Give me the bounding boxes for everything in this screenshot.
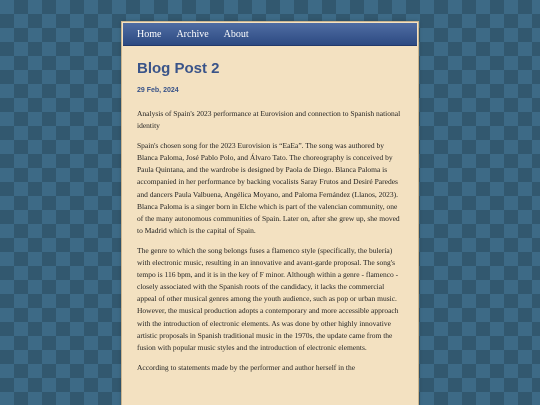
post-date: 29 Feb, 2024 <box>137 87 179 94</box>
post-content <box>122 47 418 374</box>
post-paragraph: Analysis of Spain's 2023 performance at Eurovision and connection to Spanish national identity <box>137 109 401 131</box>
post-paragraph: Spain's chosen song for the 2023 Eurovision is “EaEa”. The song was authored by Blanca Paloma, José Pablo Polo, and Álvaro Tato. The choreography is conceived by Paula Quintana, and the wardrobe is designed by Paola de Diego. Blanca Paloma is accompanied in her performance by backing vocalists Saray Frutos and Desiré Paredes and dancers Paula Valbuena, Angélica Moyano, and Paloma Fernández (Llanos, 2023). Blanca Paloma is a singer born in Elche which is part of the valencian community, one of the many autonomous communities of Spain. Later on, after she grew up, she moved to Madrid which is the capital of Spain. <box>137 141 400 235</box>
post-paragraph: According to statements made by the performer and author herself in the <box>137 362 356 372</box>
blog-page <box>122 22 418 405</box>
post-paragraph: The genre to which the song belongs fuses a flamenco style (specifically, the bulería) with electronic music, resulting in an innovative and avant-garde proposal. The song's tempo is 116 bpm, and it is in the key of F minor. Although within a genre - flamenco - closely associated with the Spanish roots of the candidacy, it lacks the commercial appeal of other musical genres among the youth audience, such as pop or urban music. However, the musical production adopts a contemporary and more accessible approach with the introduction of electronic elements. As was done by other highly innovative artistic proposals in Spanish traditional music in the 1970s, the update came from the fusion with popular music styles and the introduction of electronic elements. <box>137 245 399 352</box>
nav-archive-link[interactable]: Archive <box>176 28 209 40</box>
top-navigation <box>123 23 417 46</box>
post-title: Blog Post 2 <box>137 60 220 77</box>
nav-home-link[interactable]: Home <box>137 28 162 40</box>
nav-about-link[interactable]: About <box>223 28 249 40</box>
